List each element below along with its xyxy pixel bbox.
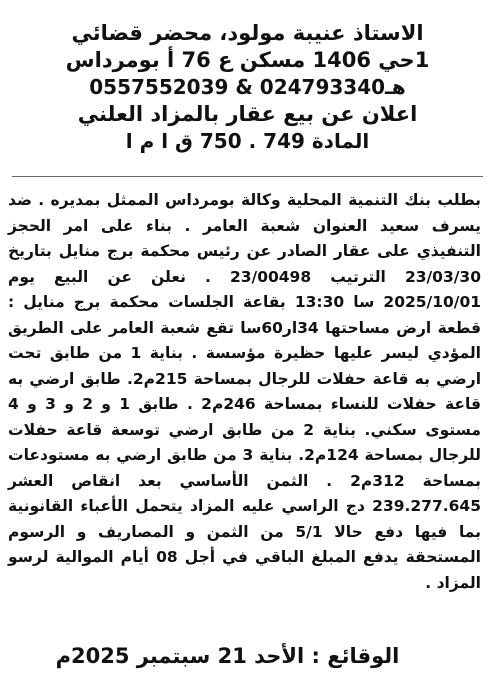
- notice-body: بطلب بنك التنمية المحلية وكالة بومرداس الممثل بمديره . ضد يسرف سعيد العنوان شعبة العامر . بناء على امر الحجز التنفيذي على عقار الصادر عن رئيس محكمة برج منايل بتاريخ 23/03/30 الترتيب 23/00498 . نعلن عن البيع يوم 2025/10/01 سا 13:30 بقاعة الجلسات محكمة برج منايل : قطعة ارض مساحتها 34ار60سا تقع شعبة العامر على الطريق المؤدي ليسر عليها حظيرة مؤسسة . بناية 1 من طابق تحت ارضي به قاعة حفلات للرجال بمساحة 215م2. طابق ارضي به قاعة حفلات للنساء بمساحة 246م2 . طابق 1 و 2 و 3 و 4 مستوى سكني. بناية 2 من طابق ارضي توسعة قاعة حفلات للرجال بمساحة 124م2. بناية 3 من طابق ارضي به مستودعات بمساحة 312م2 . الثمن الأساسي بعد انقاص العشر 239.277.645 دج الراسي عليه المزاد يتحمل الأعباء القانونية بما فيها دفع حالا 5/1 من الثمن و المصاريف و الرسوم المستحقة يدفع المبلغ الباقي في أجل 08 أيام الموالية لرسو المزاد .: [8, 191, 482, 592]
- notice-header: [40, 20, 455, 155]
- phone-numbers: هـ024793340 & 0557552039: [89, 75, 406, 99]
- legal-articles: المادة 749 . 750 ق ا م ا: [125, 129, 370, 153]
- notice-title: اعلان عن بيع عقار بالمزاد العلني: [77, 102, 418, 126]
- divider: [12, 176, 483, 177]
- bailiff-name: الاستاذ عنيبة مولود، محضر قضائي: [71, 21, 424, 45]
- office-address: 1حي 1406 مسكن ع 76 أ بومرداس: [65, 48, 430, 72]
- publication-date: الوقائع : الأحد 21 سبتمبر 2025م: [55, 644, 400, 668]
